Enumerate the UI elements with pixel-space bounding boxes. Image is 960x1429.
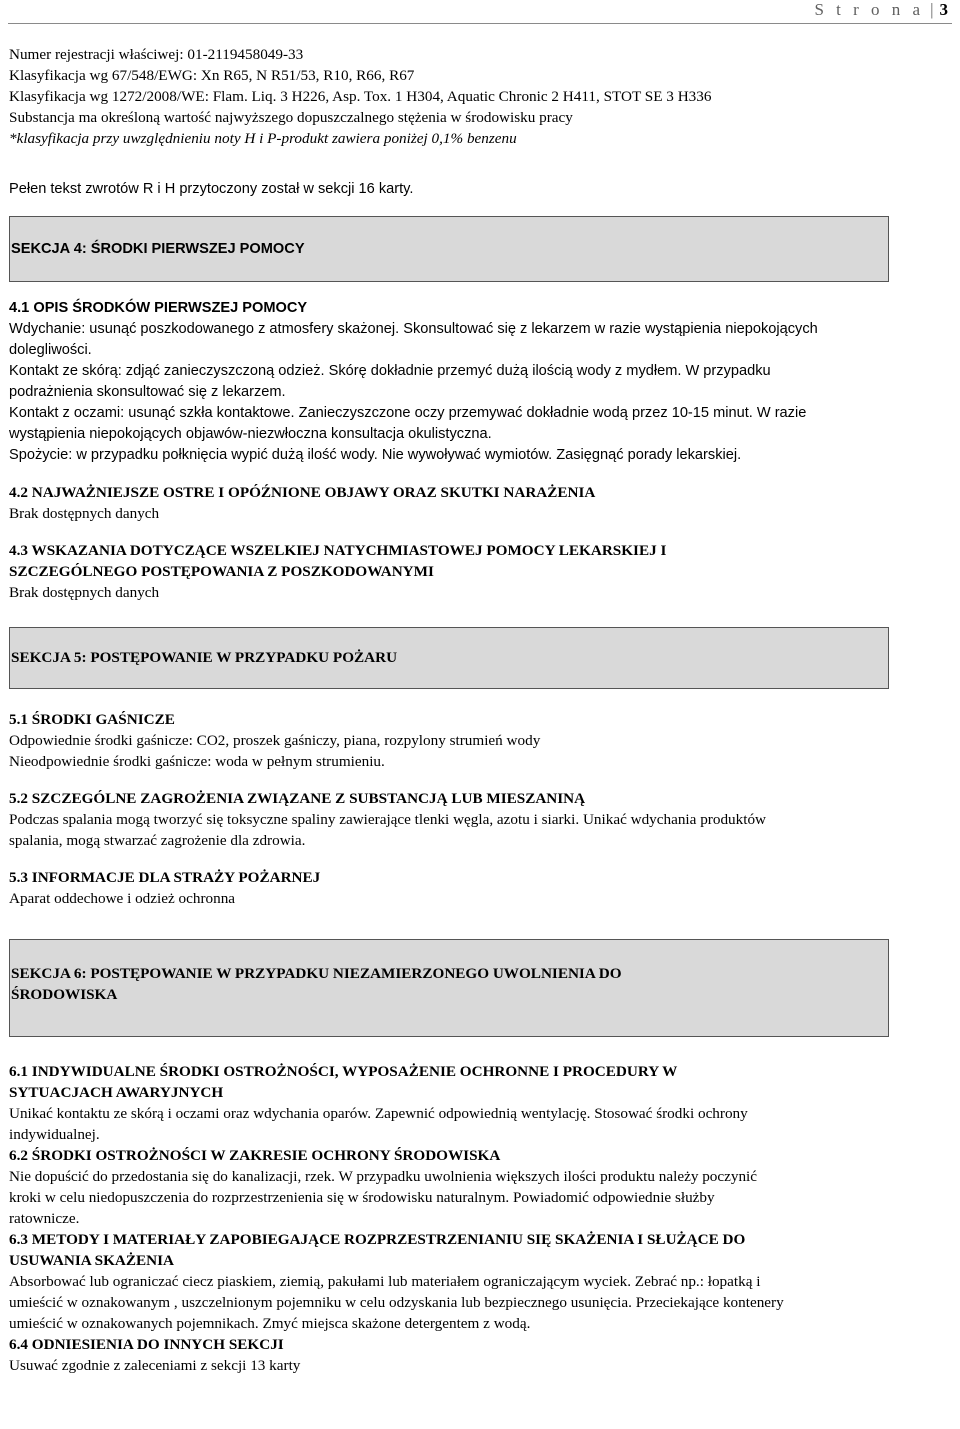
document-body <box>9 44 946 1376</box>
paragraph-line: Kontakt z oczami: usunąć szkła kontaktowe. Zanieczyszczone oczy przemywać dokładnie wodą przez 10-15 minut. W razie <box>9 405 807 421</box>
paragraph-line: Brak dostępnych danych <box>9 584 160 601</box>
classification-1272-2008: Klasyfikacja wg 1272/2008/WE: Flam. Liq. 3 H226, Asp. Tox. 1 H304, Aquatic Chronic 2 H411, STOT SE 3 H336 <box>9 88 712 105</box>
paragraph-line: indywidualnej. <box>9 1126 100 1143</box>
subsection-5-3-title: 5.3 INFORMACJE DLA STRAŻY POŻARNEJ <box>9 869 321 886</box>
paragraph-line: Brak dostępnych danych <box>9 505 160 522</box>
subsection-4-1-title: 4.1 OPIS ŚRODKÓW PIERWSZEJ POMOCY <box>9 300 308 316</box>
subsection-6-1-title-cont: SYTUACJACH AWARYJNYCH <box>9 1084 224 1101</box>
paragraph-line: spalania, mogą stwarzać zagrożenie dla zdrowia. <box>9 832 306 849</box>
exposure-limit-note: Substancja ma określoną wartość najwyższego dopuszczalnego stężenia w środowisku pracy <box>9 109 573 126</box>
section-6-header <box>9 939 889 1037</box>
subsection-6-3-title: 6.3 METODY I MATERIAŁY ZAPOBIEGAJĄCE ROZPRZESTRZENIANIU SIĘ SKAŻENIA I SŁUŻĄCE DO <box>9 1231 746 1248</box>
paragraph-line: Unikać kontaktu ze skórą i oczami oraz wdychania oparów. Zapewnić odpowiednią wentylację. Stosować środki ochrony <box>9 1105 748 1122</box>
page-label: S t r o n a <box>814 0 925 19</box>
paragraph-line: Spożycie: w przypadku połknięcia wypić dużą ilość wody. Nie wywoływać wymiotów. Zasięgnąć porady lekarskiej. <box>9 447 742 463</box>
paragraph-line: wystąpienia niepokojących objawów-niezwłoczna konsultacja okulistyczna. <box>9 426 492 442</box>
page-number <box>814 0 948 20</box>
subsection-6-1-title: 6.1 INDYWIDUALNE ŚRODKI OSTROŻNOŚCI, WYPOSAŻENIE OCHRONNE I PROCEDURY W <box>9 1063 678 1080</box>
paragraph-line: umieścić w oznakowanym , uszczelnionym pojemniku w celu odzyskania lub bezpiecznego usunięcia. Przeciekające kontenery <box>9 1294 784 1311</box>
paragraph-line: dolegliwości. <box>9 342 92 358</box>
classification-67-548: Klasyfikacja wg 67/548/EWG: Xn R65, N R51/53, R10, R66, R67 <box>9 67 415 84</box>
paragraph-line: Usuwać zgodnie z zaleceniami z sekcji 13 karty <box>9 1357 301 1374</box>
paragraph-line: kroki w celu niedopuszczenia do rozprzestrzenienia się w środowisku naturalnym. Powiadomić odpowiednie służby <box>9 1189 715 1206</box>
section-6-title-cont: ŚRODOWISKA <box>11 986 118 1003</box>
paragraph-line: Wdychanie: usunąć poszkodowanego z atmosfery skażonej. Skonsultować się z lekarzem w razie wystąpienia niepokojących <box>9 321 818 337</box>
paragraph-line: Odpowiednie środki gaśnicze: CO2, proszek gaśniczy, piana, rozpylony strumień wody <box>9 732 541 749</box>
page-separator: | <box>930 0 934 19</box>
header-divider <box>8 23 952 24</box>
section-4-title: SEKCJA 4: ŚRODKI PIERWSZEJ POMOCY <box>11 241 305 257</box>
subsection-5-2-title: 5.2 SZCZEGÓLNE ZAGROŻENIA ZWIĄZANE Z SUBSTANCJĄ LUB MIESZANINĄ <box>9 790 586 807</box>
registration-number: Numer rejestracji właściwej: 01-2119458049-33 <box>9 46 304 63</box>
paragraph-line: Absorbować lub ograniczać ciecz piaskiem, ziemią, pakułami lub materiałem ograniczającym wyciek. Zebrać np.: łopatką i <box>9 1273 761 1290</box>
subsection-4-3-title: 4.3 WSKAZANIA DOTYCZĄCE WSZELKIEJ NATYCHMIASTOWEJ POMOCY LEKARSKIEJ I <box>9 542 667 559</box>
section-4-header <box>9 216 889 282</box>
paragraph-line: Podczas spalania mogą tworzyć się toksyczne spaliny zawierające tlenki węgla, azotu i siarki. Unikać wdychania produktów <box>9 811 767 828</box>
subsection-4-3-title-cont: SZCZEGÓLNEGO POSTĘPOWANIA Z POSZKODOWANYMI <box>9 563 434 580</box>
paragraph-line: umieścić w oznakowanych pojemnikach. Zmyć miejsca skażone detergentem z wodą. <box>9 1315 531 1332</box>
paragraph-line: podrażnienia skonsultować się z lekarzem. <box>9 384 286 400</box>
page-number-value: 3 <box>939 0 948 19</box>
subsection-6-2-title: 6.2 ŚRODKI OSTROŻNOŚCI W ZAKRESIE OCHRONY ŚRODOWISKA <box>9 1147 501 1164</box>
paragraph-line: Aparat oddechowe i odzież ochronna <box>9 890 236 907</box>
paragraph-line: Nie dopuścić do przedostania się do kanalizacji, rzek. W przypadku uwolnienia większych ilości produktu należy poczynić <box>9 1168 758 1185</box>
full-text-reference: Pełen tekst zwrotów R i H przytoczony został w sekcji 16 karty. <box>9 181 414 197</box>
subsection-5-1-title: 5.1 ŚRODKI GAŚNICZE <box>9 711 175 728</box>
section-6-title: SEKCJA 6: POSTĘPOWANIE W PRZYPADKU NIEZAMIERZONEGO UWOLNIENIA DO <box>11 965 622 982</box>
paragraph-line: Kontakt ze skórą: zdjąć zanieczyszczoną odzież. Skórę dokładnie przemyć dużą ilością wody z mydłem. W przypadku <box>9 363 771 379</box>
section-5-header <box>9 627 889 689</box>
section-5-title: SEKCJA 5: POSTĘPOWANIE W PRZYPADKU POŻARU <box>11 649 398 666</box>
subsection-4-2-title: 4.2 NAJWAŻNIEJSZE OSTRE I OPÓŹNIONE OBJAWY ORAZ SKUTKI NARAŻENIA <box>9 484 596 501</box>
subsection-6-4-title: 6.4 ODNIESIENIA DO INNYCH SEKCJI <box>9 1336 284 1353</box>
subsection-6-3-title-cont: USUWANIA SKAŻENIA <box>9 1252 174 1269</box>
paragraph-line: Nieodpowiednie środki gaśnicze: woda w pełnym strumieniu. <box>9 753 385 770</box>
classification-footnote: *klasyfikacja przy uwzględnieniu noty H i P-produkt zawiera poniżej 0,1% benzenu <box>9 130 517 147</box>
paragraph-line: ratownicze. <box>9 1210 80 1227</box>
